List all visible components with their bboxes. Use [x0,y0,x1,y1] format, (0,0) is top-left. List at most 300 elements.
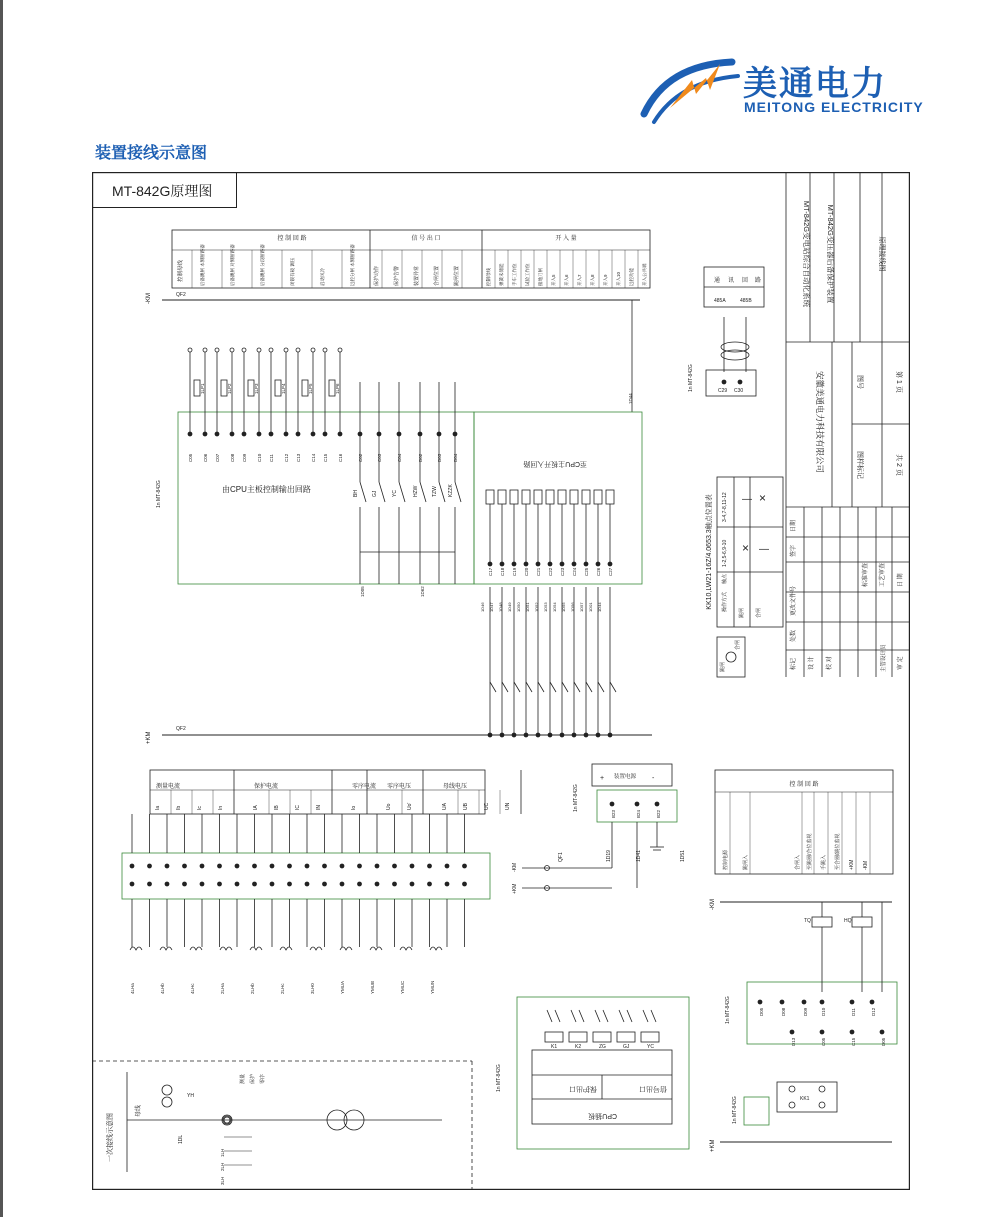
system-name: MT-842G变电站综合自动化系统 [802,200,811,308]
rev-1: 处数 [791,629,797,642]
kk-h2: 1-2,5-6,9-10 [722,539,728,567]
middle-bus-qf: QF2 [176,726,186,732]
comms-h1: 讯 [728,278,735,284]
signal-contact: BH [353,490,359,497]
input-wire-tag: 1D46 [480,602,485,612]
ctrl-loop-item-3: 至跳圈/合位监视 [807,833,813,870]
kk-title: KK10,LW21-16Z/4.0653.3触点位置表 [706,494,713,610]
input-wire-tag: 1D51 [525,602,530,612]
pwr-qf1: QF1 [558,852,564,862]
ctrl-loop-text [722,780,870,874]
ctrl-item-4: 启动风冷 [320,268,325,286]
input-term: C27 [608,567,613,576]
ct-label: 2LHc [280,983,285,994]
ctrl-loop-title: 控 制 回 路 [789,782,819,788]
input-term: C24 [572,567,577,576]
ct-label: 4LHb [160,983,165,994]
in-item-11: 远控功能 [629,268,634,286]
kk-h1: 触点 [722,573,728,584]
tb-label-1: 共 2 页 [895,454,902,476]
tb-label-2: 图号 [856,375,863,389]
input-wire-tag: 1D48 [498,602,503,612]
kk-r0-c3: — [742,494,752,505]
output-term-label: C12 [284,453,289,462]
trip-row-1: 保护出口 [569,1085,597,1092]
ctrl-loop-term: D05 [881,1037,886,1046]
trip-relay-coil [641,1032,659,1042]
ctrl-loop-term: D10 [821,1007,826,1016]
ct-label: 4LHc [190,983,195,994]
sign-r-2: 日 期 [898,573,904,587]
measure-group-0: 测量电流 [156,784,181,790]
one-line-ct-name: 保护 [250,1073,256,1084]
ctrl-hq: HQ [844,918,852,924]
middle-bus-label: +KM [146,731,152,744]
power-supply [512,764,686,894]
output-term-label: C06 [203,453,208,462]
power-term: B22 [656,809,661,818]
measure-col: UC [484,802,490,810]
wire-tag-1d62: 1D62 [420,586,425,597]
signal-contact: KZZK [448,484,454,497]
output-relay-label: 1LP3 [254,383,259,394]
ctrl-loop-item-0: 控制电源 [723,849,729,870]
drawing-title: MT-842G原理图 [112,183,213,199]
rev-3: 签字 [791,544,797,557]
ct-coil [130,947,142,950]
ctrl-kk1: KK1 [800,1096,810,1102]
sig-group-title: 信 号 出 口 [411,236,441,242]
output-terminal [203,432,207,436]
ct-label: YMUC [400,980,405,994]
drawing-title-box [92,172,237,208]
ctrl-col-bus: 控制母线 [178,259,184,282]
kk-r1: 合闸 [756,607,762,618]
brand-name-en: MEITONG ELECTRICITY [744,99,924,115]
input-term: C20 [524,567,529,576]
kk-contact-table [704,477,783,677]
measure-col: IA [253,805,259,810]
ct-coil [340,947,352,950]
opto-coupler [522,490,530,504]
brand-logo [640,50,924,130]
left-edge-rule [0,0,3,1217]
output-term-label: C10 [257,453,262,462]
tb-label-3: 第 1 页 [895,371,902,393]
measure-col: UN [505,802,511,810]
ct-coil [280,947,292,950]
trip-relay-label: K2 [575,1044,582,1050]
input-wire-tag: 1D47 [489,602,494,612]
signal-contacts [353,382,633,597]
ctrl-tq: TQ [804,918,811,924]
ctrl-item-3: 闭锁有载 调压 [290,257,295,286]
input-wire-tag: 1D01 [588,602,593,612]
in-item-9: 开入9 [603,274,608,286]
ct-coil [250,947,262,950]
output-top-terminal [323,348,327,352]
trip-relay-label: K1 [551,1044,558,1050]
wire-tag-1d05: 1D05 [360,586,365,597]
one-line-diagram [92,1061,472,1190]
ct-coil [430,947,442,950]
in-item-6: 开入6 [564,274,569,286]
measure-group-4: 母线电压 [443,784,468,790]
output-term-label: C14 [311,453,316,462]
pwr-km-neg: -KM [512,862,518,872]
tb-label-0: 图样标记 [856,451,863,479]
input-wire-tag: 1D50 [516,602,521,612]
measure-col: IB [274,805,280,810]
output-top-terminal [296,348,300,352]
output-relay-label: 1LP2 [227,383,232,394]
in-item-4: 接地刀闸 [538,268,543,286]
comms-h0: 通 [714,278,721,284]
output-term-label: C05 [188,453,193,462]
ct-label: YMUB [370,980,375,994]
sig-item-3: 合闸位置 [434,265,440,286]
output-top-terminal [188,348,192,352]
output-terminal [257,432,261,436]
input-term: C23 [560,567,565,576]
in-item-8: 开入8 [590,274,595,286]
ctrl-device: 1n MT-842G [725,996,731,1024]
output-top-terminal [242,348,246,352]
company-name: 安徽美通电力科技有限公司 [815,370,825,474]
ctrl-loop-term: D12 [871,1007,876,1016]
kk-r1-c2: — [759,544,769,555]
in-item-10: 开入10 [616,271,621,286]
measure-col: UB [463,803,469,810]
output-relay-label: 1LP4 [281,383,286,394]
middle-bus [146,726,652,744]
output-block-device: 1n MT-842G [156,480,162,508]
pwr-1d51: 1D51 [680,850,686,862]
in-group-title: 开 入 量 [555,236,577,242]
output-top-terminal [257,348,261,352]
one-line-ct: 1LH [220,1148,225,1157]
input-term: C22 [548,567,553,576]
output-terminal [338,432,342,436]
one-line-ct-name: 零序 [260,1073,266,1084]
output-terminal [311,432,315,436]
measure-terminal-block [122,814,490,947]
wire-tag-1d44: 1D44 [628,393,633,404]
comms-485b: 485B [740,298,752,304]
ctrl-loop-km-pos: +KM [710,1139,716,1152]
ct-coil [310,947,322,950]
ctrl-loop-term: D11 [851,1008,856,1016]
rev-4: 日期 [791,519,797,532]
measure-col: IN [316,805,322,810]
output-top-terminal [215,348,219,352]
one-line-vt: YH [187,1093,194,1099]
ct-label: 2LHa [220,983,225,994]
sign-r-1: 工艺审查 [880,562,886,587]
trip-relay-label: GJ [623,1044,630,1050]
title-block [786,172,909,677]
ctrl-loop-item-6: +KM [849,859,855,870]
ctrl-device-2: 1n MT-842G [732,1096,738,1124]
trip-relay-label: YC [647,1044,654,1050]
input-wire-tag: 1D44 [597,602,602,612]
opto-coupler [546,490,554,504]
output-term-label: C11 [269,454,274,462]
signature-grid [786,507,909,677]
input-term: C19 [512,567,517,576]
input-term: C26 [596,567,601,576]
sig-item-1: 保护告警 [394,265,400,286]
sign-2: 主管设计员 [881,644,887,672]
trip-device: 1n MT-842G [496,1064,502,1092]
output-relay-label: 1LP1 [200,383,205,394]
opto-coupler [570,490,578,504]
measure-col: Ic [197,806,203,810]
signal-term: D04 [453,453,458,462]
signal-term: C04 [397,453,402,462]
input-wire-tag: 1D53 [543,602,548,612]
ctrl-loop-term: D05 [759,1007,764,1016]
ct-label: YMUA [340,980,345,994]
ct-coil [370,947,382,950]
input-wire-tag: 1D54 [552,602,557,612]
measure-col: In [218,805,224,810]
comms-loop [688,267,764,396]
measure-col: Ib [176,805,182,810]
sheet-frame [93,173,910,1190]
signal-contact: YC [392,490,398,497]
signal-contact: HZW [413,485,419,497]
measure-group-2: 零序电流 [352,784,377,790]
ct-coil [220,947,232,950]
ctrl-loop-item-4: 手跳入 [821,854,827,870]
pwr-1d19: 1D19 [606,850,612,862]
ctrl-loop-item-2: 合闸入 [795,854,801,870]
sig-item-2: 装置异常 [414,265,420,286]
brand-name-cn: 美通电力 [743,65,887,103]
measure-col: IC [295,805,301,810]
top-bus [146,292,640,412]
ctrl-loop-item-5: 至合圈/跳位监视 [835,833,841,870]
one-line-cts [220,1074,266,1185]
trip-relay-coil [593,1032,611,1042]
trip-relay-label: ZG [599,1044,606,1050]
output-top-terminal [203,348,207,352]
ct-labels [130,947,442,994]
ctrl-item-0: 后备跳闸 本侧断路器 [200,244,205,286]
comms-h2: 回 [742,278,749,284]
input-term: C25 [584,567,589,576]
input-wire-tag: 1D57 [579,602,584,612]
kk-r0-c2: × [742,541,750,555]
top-bus-qf: QF2 [176,292,186,298]
output-term-label: C16 [338,453,343,462]
output-top-terminal [230,348,234,352]
in-item-1: 弹簧未储能 [499,263,504,286]
output-term-label: C09 [242,453,247,462]
one-line-ct-name: 测量 [240,1073,246,1084]
measure-col: Ia [155,805,161,810]
ctrl-loop-term: D09 [803,1007,808,1016]
power-term: B24 [636,809,641,818]
signal-contact: TZW [432,486,438,497]
ct-coil [190,947,202,950]
measure-text [155,770,521,814]
top-bus-label: -KM [146,293,152,304]
drawing-name: 原理接线图 [878,236,885,272]
sign-1: 校 对 [827,656,833,670]
measure-col: UA [442,803,448,810]
ct-label: 4LHa [130,983,135,994]
measure-group-3: 零序电压 [387,784,412,790]
trip-module [496,997,689,1149]
output-terminal [284,432,288,436]
input-term: C17 [488,567,493,576]
output-relay-label: 1LP5 [308,383,313,394]
power-term: B23 [611,809,616,818]
opto-coupler [510,490,518,504]
ctrl-loop-item-1: 跳闸入 [743,854,749,870]
output-term-label: C08 [230,453,235,462]
opto-coupler [534,490,542,504]
schematic-sheet [92,172,910,1190]
ctrl-loop-term: D08 [781,1007,786,1016]
opto-coupler [486,490,494,504]
comms-h3: 路 [755,278,762,284]
sign-r-0: 标准审查 [863,562,869,587]
kk-handle-icon [726,652,736,662]
output-terminal [269,432,273,436]
opto-coupler [606,490,614,504]
kk-r0: 跳闸 [739,607,745,618]
input-wire-tag: 1D52 [534,602,539,612]
output-block-label: 由CPU主板控制输出回路 [222,485,311,494]
input-wire-tag: 1D55 [561,602,566,612]
ctrl-loop-terminals [758,1000,886,1046]
section-title: 装置接线示意图 [95,145,208,162]
power-terminals [610,802,661,818]
ct-label: 3LH0 [310,983,315,994]
measure-group-1: 保护电流 [254,784,279,790]
signal-term: D03 [437,453,442,462]
input-term: C18 [500,567,505,576]
kk-h0: 操作方式 [722,591,728,612]
output-term-label: C15 [323,453,328,462]
ctrl-item-2: 后备跳闸 分段断路器 [260,244,265,286]
in-item-0: 控制母线 [486,268,491,286]
kk-r1-c3: × [759,491,767,505]
comms-c30: C30 [734,388,744,394]
output-relay-label: 1LP6 [335,383,340,394]
in-item-5: 开入5 [551,274,556,286]
pwr-device: 1n MT-842G [573,784,579,812]
ct-coil [160,947,172,950]
ct-coil [400,947,412,950]
one-line-breaker: 1DL [178,1134,184,1144]
opto-coupler [498,490,506,504]
one-line-bus: 母线 [136,1104,142,1117]
output-terminal [230,432,234,436]
input-block-label: 至CPU主板开入回路 [523,460,587,467]
sign-0: 设 计 [809,656,815,670]
pwr-h2: - [652,775,655,782]
trip-relay-coil [569,1032,587,1042]
one-line-ct: 3LH [220,1176,225,1185]
ctrl-loop-wiring [710,899,897,1152]
output-term-label: C13 [296,453,301,462]
ctrl-item-5: 远控分闸 本侧断路器 [350,244,355,286]
output-terminal [296,432,300,436]
rev-0: 标记 [791,657,797,670]
output-terminal [188,432,192,436]
one-line-ct: 2LH [220,1162,225,1171]
pwr-1d41: 1D41 [636,850,642,862]
signal-term: C02 [358,453,363,462]
measure-col: Io [351,805,357,810]
output-top-terminal [311,348,315,352]
signal-term: D02 [418,453,423,462]
trip-row-2: 信号出口 [639,1085,667,1092]
trip-relays [545,1010,659,1050]
pwr-h0: + [600,775,605,782]
ct-label: 2LHb [250,983,255,994]
output-top-terminal [338,348,342,352]
input-wire-tag: 1D49 [507,602,512,612]
ctrl-loop-km-neg: -KM [710,899,716,910]
one-line-label: 一次接线示意图 [107,1113,114,1162]
trip-row-0: CPU插板 [588,1112,617,1119]
output-terminal [323,432,327,436]
comms-485a: 485A [714,298,726,304]
in-item-12: 开入公共端 [642,263,647,286]
output-term-label: C07 [215,453,220,462]
ctrl-loop-item-7: -KM [863,860,869,870]
device-name: MT-842G变压器后备保护装置 [826,204,835,304]
trip-relay-coil [545,1032,563,1042]
opto-coupler [558,490,566,504]
pwr-h1: 装置电源 [614,774,637,780]
output-top-terminal [269,348,273,352]
kk-sw-0: 合闸 [735,639,741,650]
opto-coupler [582,490,590,504]
sig-item-0: 保护动作 [374,265,380,286]
ct-label: YMUN [430,980,435,994]
input-term: C21 [536,567,541,576]
kk-sw-1: 跳闸 [720,661,726,672]
input-wire-tag: 1D56 [570,602,575,612]
signal-term: C03 [377,453,382,462]
rev-2: 更改文件号 [791,585,797,616]
ctrl-header-text [176,234,648,288]
measure-col: Uo' [407,802,413,810]
ctrl-item-1: 后备跳闸 对侧断路器 [230,244,235,286]
ctrl-loop-term: C15 [851,1037,856,1046]
opto-coupler [594,490,602,504]
ctrl-loop-term: C05 [821,1037,826,1046]
output-top-terminal [284,348,288,352]
in-item-7: 开入7 [577,274,582,286]
brand-swoosh-icon [640,50,750,130]
sign-3: 审 定 [898,656,904,670]
in-item-2: 手车工作位 [512,263,517,286]
pwr-km-pos: +KM [512,883,518,894]
input-terminals [480,490,616,737]
output-terminal [215,432,219,436]
signal-contact: GJ [372,490,378,497]
comms-c29: C29 [718,388,728,394]
output-relays [188,348,343,462]
comms-device: 1n MT-842G [688,364,694,392]
